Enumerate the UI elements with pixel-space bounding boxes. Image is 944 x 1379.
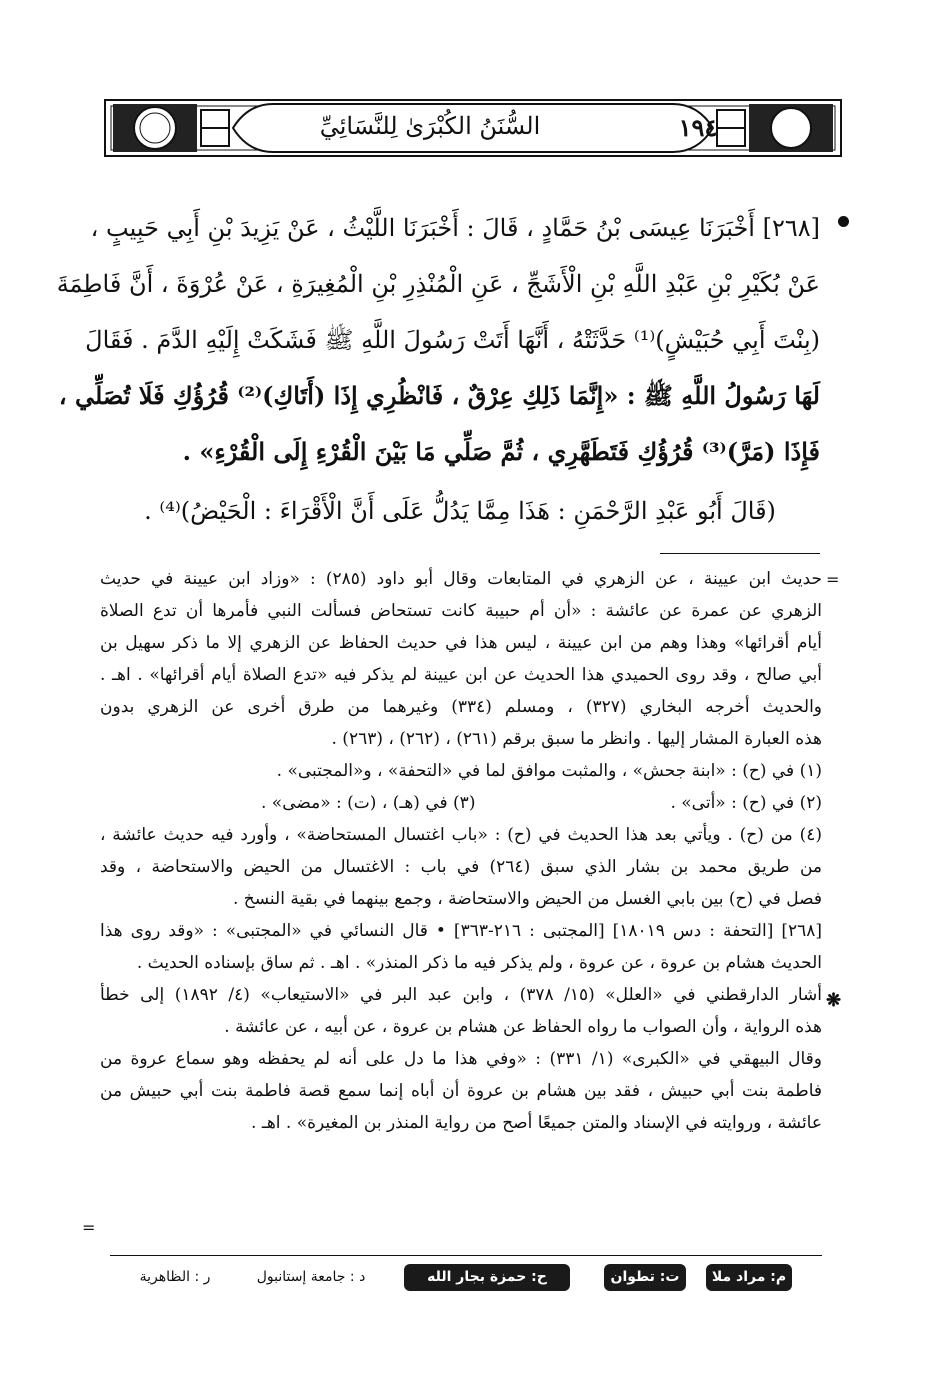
continuation-mark: =	[82, 1218, 96, 1237]
footnote-line: حديث ابن عيينة ، عن الزهري في المتابعات وقال أبو داود (٢٨٥) : «وزاد ابن عيينة في حديث	[100, 569, 823, 589]
hadith-line: لَهَا رَسُولُ اللَّهِ ﷺ : «إِنَّمَا ذَلِكِ عِرْقٌ ، فَانْظُرِي إِذَا (أَتَاكِ)⁽²⁾ قُرُؤُكِ فَلَا تُصَلِّي ،	[58, 381, 820, 410]
takhrij-line: وقال البيهقي في «الكبرى» (١/ ٣٣١) : «وفي هذا ما دل على أنه لم يحفظه وهو سماع عروة من	[100, 1049, 823, 1069]
footnote-line: والحديث أخرجه البخاري (٣٢٧) ، ومسلم (٣٣٤) وغيرهما من طرق أخرى عن الزهري بدون	[100, 697, 823, 717]
footnote-3: (٣) في (هـ) ، (ت) : «مضى» .	[261, 793, 476, 813]
footnotes	[100, 563, 822, 1139]
footnote-line: هذه العبارة المشار إليها . وانظر ما سبق برقم (٢٦١) ، (٢٦٢) ، (٢٦٣) .	[331, 729, 822, 749]
siglum-badge-m: م: مراد ملا	[706, 1264, 792, 1291]
footnote-4-line: فصل في (ح) بين بابي الغسل من الحيض والاستحاضة ، وجمع بينهما في بقية النسخ .	[232, 889, 822, 909]
takhrij-line: عائشة ، وروايته في الإسناد والمتن جميعًا أصح من رواية المنذر بن المغيرة» . اهـ .	[251, 1113, 822, 1133]
takhrij-line: فاطمة بنت أبي حبيش ، فقد بين هشام بن عروة أن أباه إنما سمع قصة فاطمة بنت أبي حبيش من	[100, 1081, 822, 1101]
takhrij-star-icon: ❋	[826, 990, 842, 1011]
footnote-line: أبي صالح ، وقد روى الحميدي هذا الحديث عن ابن عيينة لم يذكر فيه «تدع الصلاة أيام أقرائها» . اهـ .	[100, 665, 822, 685]
continuation-mark: =	[826, 570, 840, 589]
footnote-line: أيام أقرائها» وهذا وهم من ابن عيينة ، ليس هذا في حديث الحفاظ عن الزهري إلا ما ذكر سهيل بن	[100, 633, 822, 653]
footnote-4-line: (٤) من (ح) . ويأتي بعد هذا الحديث في (ح) : «باب اغتسال المستحاضة» ، وأورد فيه حديث عائشة ،	[100, 825, 822, 845]
footnote-4-line: من طريق محمد بن بشار الذي سبق (٢٦٤) في باب : الاغتسال من الحيض والاستحاضة ، وقد	[100, 857, 822, 877]
footnote-1: (١) في (ح) : «ابنة جحش» ، والمثبت موافق لما في «التحفة» ، و«المجتبى» .	[276, 761, 822, 781]
hadith-line: (بِنْتَ أَبِي حُبَيْشٍ)⁽¹⁾ حَدَّثَتْهُ ، أَنَّهَا أَتَتْ رَسُولَ اللَّهِ ﷺ فَشَكَتْ إِلَيْهِ الدَّمَ . فَقَالَ	[85, 326, 820, 354]
hadith-bullet-icon	[838, 216, 849, 227]
footnote-line: الزهري عن عمرة عن عائشة : «أن أم حبيبة كانت تستحاض فسألت النبي فأمرها أن تدع الصلاة	[100, 601, 822, 621]
hadith-line: فَإِذَا (مَرَّ)⁽³⁾ قُرُؤُكِ فَتَطَهَّرِي ، ثُمَّ صَلِّي مَا بَيْنَ الْقُرْءِ إِلَى الْقُرْءِ» .	[182, 437, 820, 466]
footnote-2-3-row	[100, 787, 822, 819]
takhrij-line: [٢٦٨] [التحفة : دس ١٨٠١٩] [المجتبى : ٢١٦-٣٦٣] • قال النسائي في «المجتبى» : «وقد روى هذا	[100, 921, 823, 941]
page-number: ١٩٤	[678, 113, 718, 142]
footer-separator	[110, 1255, 822, 1256]
siglum-d: د : جامعة إستانبول	[256, 1269, 366, 1285]
takhrij-line: الحديث هشام بن عروة ، عن عروة ، ولم يذكر فيه ما ذكر المنذر» . اهـ . ثم ساق بإسناده الحديث .	[136, 953, 822, 973]
qal-line: (قَالَ أَبُو عَبْدِ الرَّحْمَنِ : هَذَا مِمَّا يَدُلُّ عَلَى أَنَّ الْأَقْرَاءَ : الْحَيْضُ)⁽⁴⁾ .	[144, 497, 776, 525]
hadith-line: [٢٦٨] أَخْبَرَنَا عِيسَى بْنُ حَمَّادٍ ، قَالَ : أَخْبَرَنَا اللَّيْثُ ، عَنْ يَزِيدَ بْنِ أَبِي حَبِيبٍ ،	[90, 214, 820, 242]
siglum-badge-h: ح: حمزة بجار الله	[404, 1264, 570, 1291]
hadith-text	[56, 200, 820, 480]
takhrij-line: هذه الرواية ، وأن الصواب ما رواه الحفاظ عن هشام بن عروة ، عن أبيه ، عن عائشة .	[224, 1017, 822, 1037]
siglum-badge-t: ت: تطوان	[604, 1264, 686, 1291]
siglum-r: ر : الظاهرية	[139, 1269, 211, 1285]
footnote-separator	[660, 553, 820, 554]
book-title: السُّنَنُ الكُبْرَىٰ لِلنَّسَائِيِّ	[319, 112, 541, 140]
hadith-line: عَنْ بُكَيْرِ بْنِ عَبْدِ اللَّهِ بْنِ الْأَشَجِّ ، عَنِ الْمُنْذِرِ بْنِ الْمُغِيرَةِ ، عَنْ عُرْوَةَ ، أَنَّ فَاطِمَةَ	[56, 270, 820, 298]
takhrij-line: أشار الدارقطني في «العلل» (١٥/ ٣٧٨) ، وابن عبد البر في «الاستيعاب» (٤/ ١٨٩٢) إلى خطأ	[100, 985, 822, 1005]
footnote-2: (٢) في (ح) : «أتى» .	[670, 793, 822, 813]
